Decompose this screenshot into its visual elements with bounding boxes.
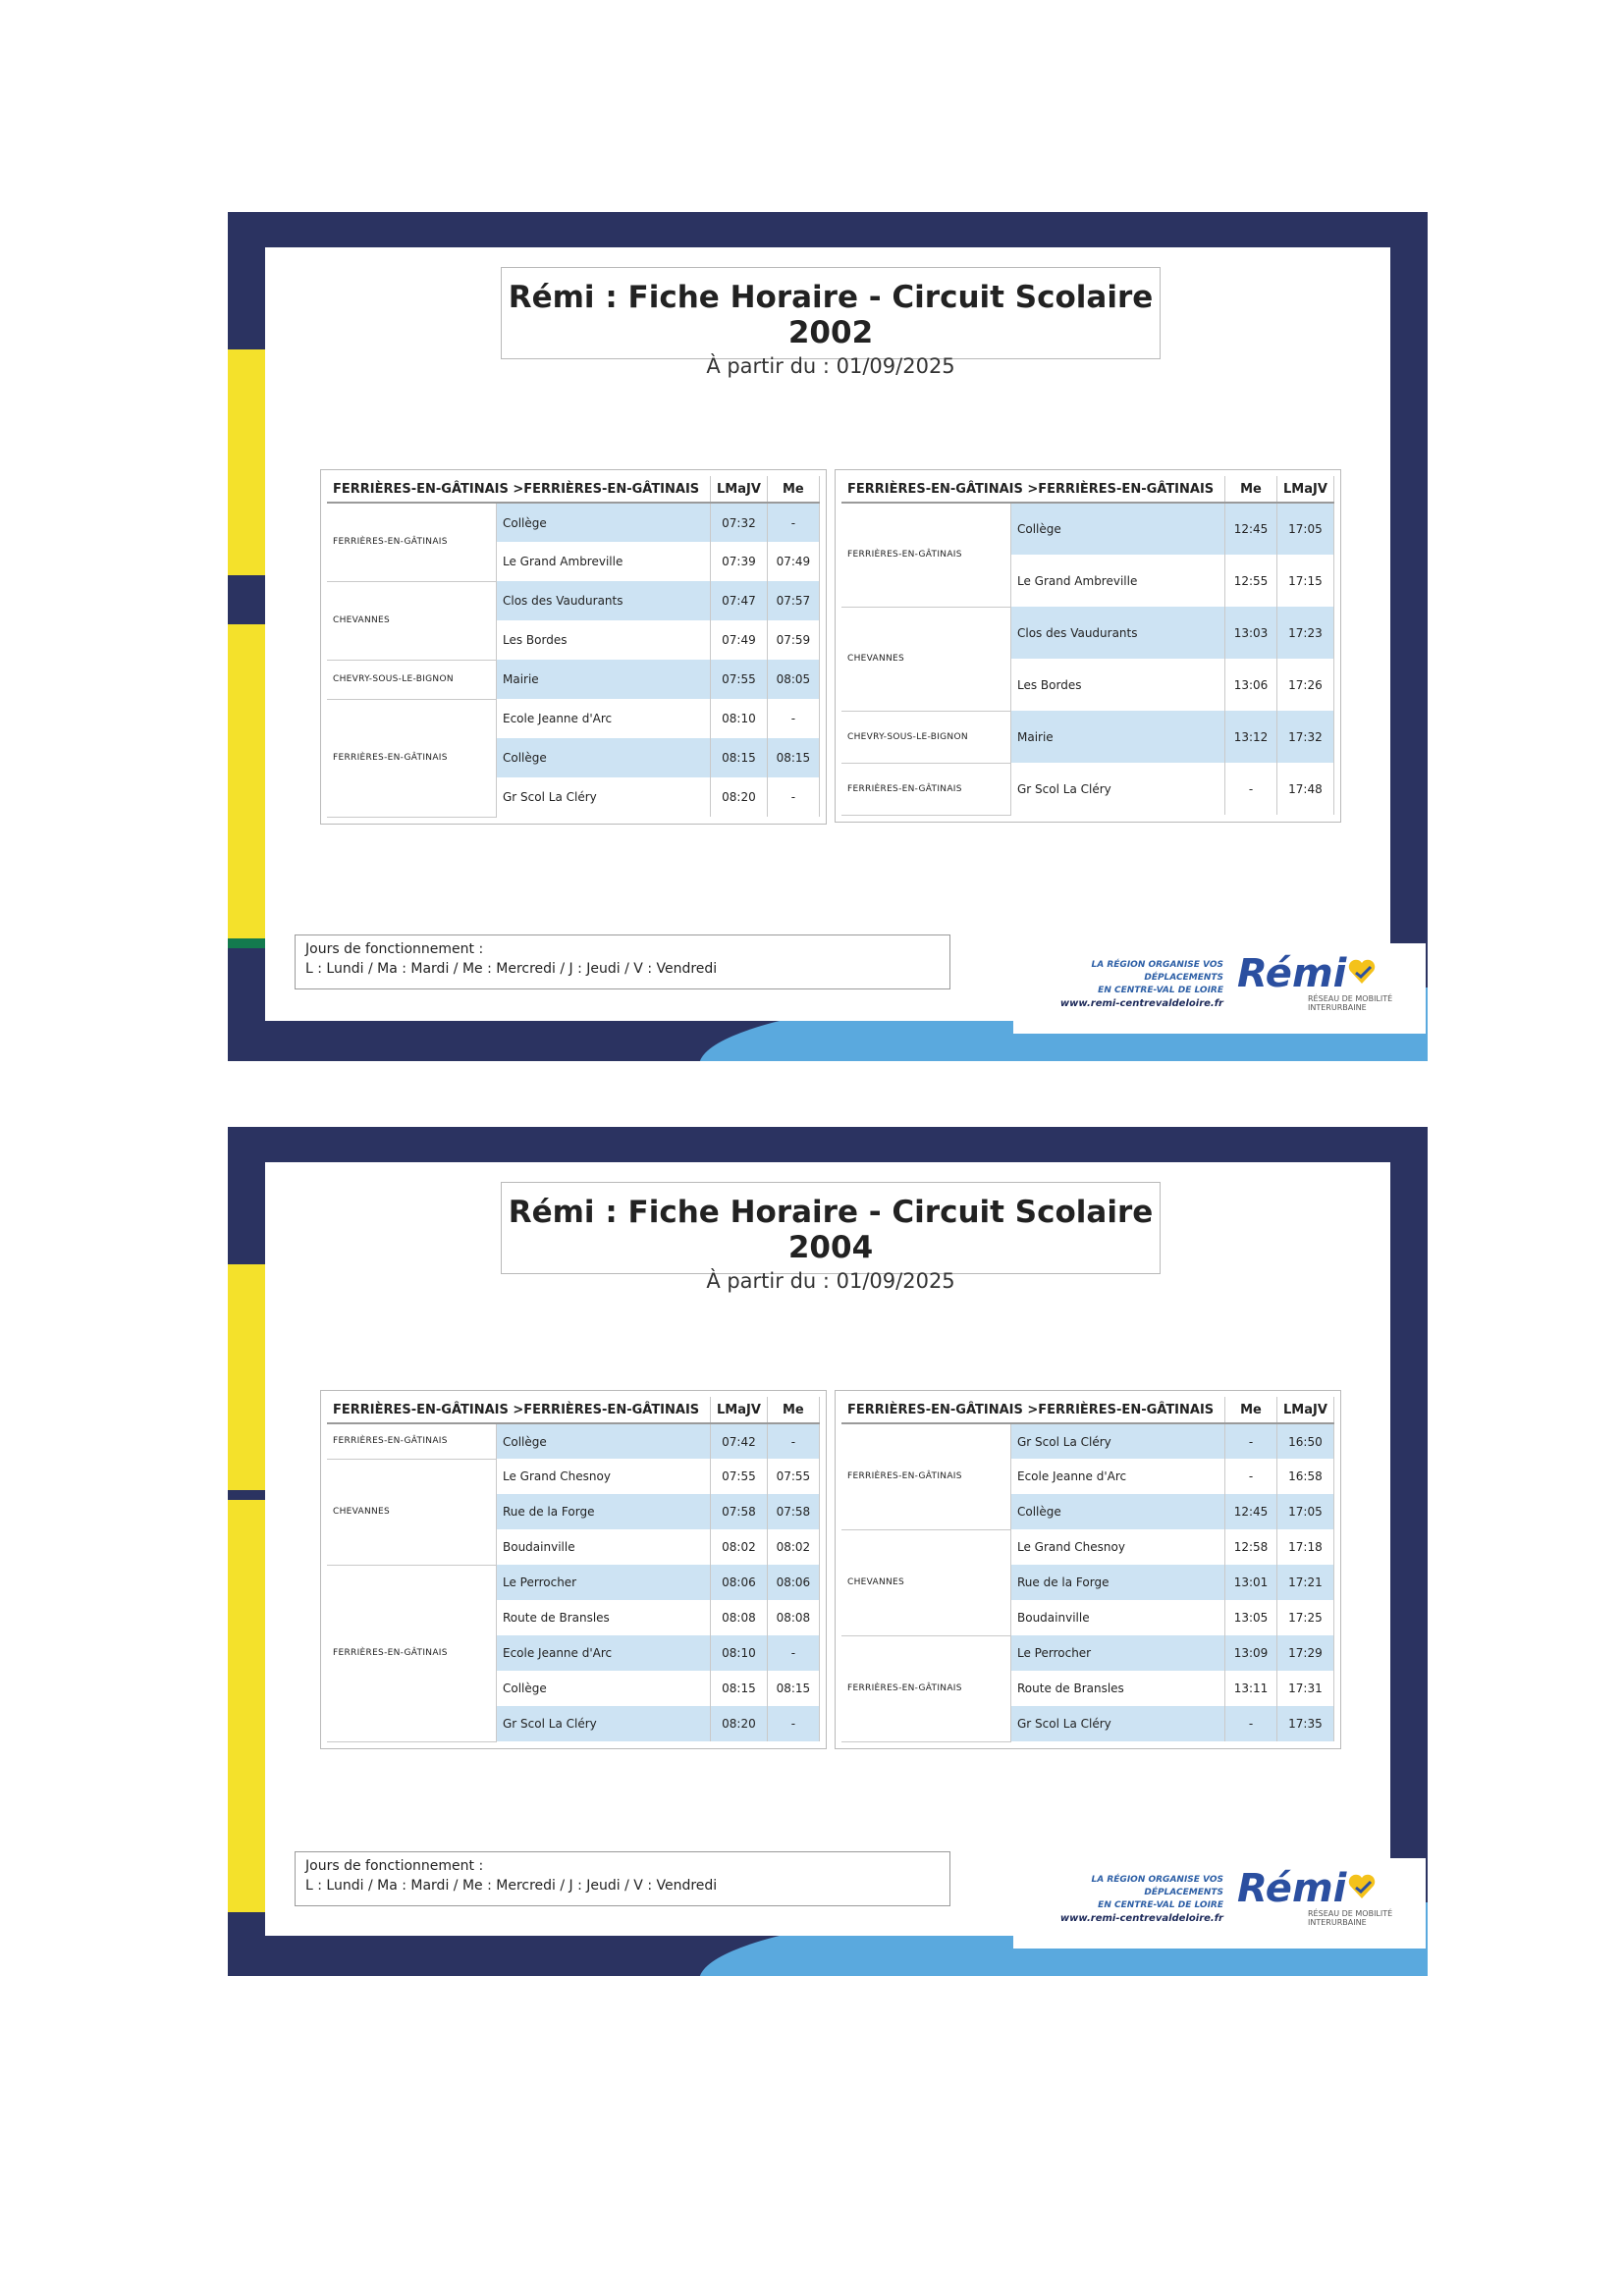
timetable-body (327, 503, 819, 817)
time-cell: 07:58 (767, 1494, 819, 1529)
table-row (327, 660, 819, 699)
timetable-body (841, 503, 1333, 815)
network-label: RÉSEAU DE MOBILITÉ INTERURBAINE (1308, 1909, 1393, 1927)
stop-cell: Le Grand Chesnoy (1011, 1529, 1225, 1565)
timetable-left-wrap (320, 1390, 827, 1749)
sheet-title: Rémi : Fiche Horaire - Circuit Scolaire 2004 (508, 1195, 1154, 1265)
time-cell: 08:05 (767, 660, 819, 699)
col-header: LMaJV (1277, 476, 1334, 503)
city-cell: FERRIÈRES-EN-GÂTINAIS (327, 503, 497, 581)
timetable-left (327, 1397, 820, 1742)
title-box (501, 267, 1161, 378)
city-cell: FERRIÈRES-EN-GÂTINAIS (841, 763, 1011, 815)
time-cell: 17:21 (1277, 1565, 1334, 1600)
time-cell: 17:05 (1277, 1494, 1334, 1529)
stop-cell: Collège (1011, 503, 1225, 555)
time-cell: 07:55 (711, 1459, 768, 1494)
stop-cell: Collège (497, 738, 711, 777)
time-cell: - (1225, 1423, 1277, 1459)
timetable-right-wrap (835, 469, 1341, 823)
city-cell: CHEVRY-SOUS-LE-BIGNON (327, 660, 497, 699)
route-header: FERRIÈRES-EN-GÂTINAIS >FERRIÈRES-EN-GÂTINAIS (841, 1397, 1225, 1423)
table-row (841, 1423, 1333, 1459)
time-cell: 07:58 (711, 1494, 768, 1529)
col-header: Me (767, 1397, 819, 1423)
stop-cell: Les Bordes (1011, 659, 1225, 711)
table-row (327, 1459, 819, 1494)
stop-cell: Le Grand Ambreville (497, 542, 711, 581)
time-cell: 08:06 (711, 1565, 768, 1600)
time-cell: - (1225, 1459, 1277, 1494)
sheet-content (265, 247, 1390, 1021)
time-cell: 07:49 (767, 542, 819, 581)
city-cell: CHEVANNES (327, 1459, 497, 1565)
days-text: L : Lundi / Ma : Mardi / Me : Mercredi / J : Jeudi / V : Vendredi (305, 1878, 718, 1894)
time-cell: 07:55 (711, 660, 768, 699)
heart-logo-icon (1347, 959, 1377, 985)
sheet-subtitle: À partir du : 01/09/2025 (706, 1269, 955, 1293)
time-cell: 07:32 (711, 503, 768, 542)
table-row (841, 763, 1333, 815)
stop-cell: Gr Scol La Cléry (1011, 1706, 1225, 1741)
time-cell: 07:39 (711, 542, 768, 581)
operating-days-box (295, 934, 950, 989)
sheet-subtitle: À partir du : 01/09/2025 (706, 354, 955, 378)
table-row (841, 1635, 1333, 1671)
time-cell: 07:47 (711, 581, 768, 620)
time-cell: - (767, 1706, 819, 1741)
time-cell: 08:15 (767, 738, 819, 777)
stop-cell: Gr Scol La Cléry (497, 777, 711, 817)
time-cell: 08:02 (711, 1529, 768, 1565)
region-slogan (1027, 959, 1223, 1010)
time-cell: 08:20 (711, 777, 768, 817)
title-box (501, 1182, 1161, 1293)
time-cell: 17:31 (1277, 1671, 1334, 1706)
timetable-body (841, 1423, 1333, 1741)
website-link[interactable]: www.remi-centrevaldeloire.fr (1059, 1913, 1223, 1924)
sheet-title: Rémi : Fiche Horaire - Circuit Scolaire 2002 (508, 280, 1154, 350)
decor-yellow-band (228, 1264, 267, 1490)
time-cell: 07:57 (767, 581, 819, 620)
region-slogan (1027, 1874, 1223, 1925)
website-link[interactable]: www.remi-centrevaldeloire.fr (1059, 998, 1223, 1009)
slogan-line-2: EN CENTRE-VAL DE LOIRE (1098, 986, 1223, 995)
time-cell: - (767, 699, 819, 738)
city-cell: CHEVANNES (841, 1529, 1011, 1635)
slogan-line-1: LA RÉGION ORGANISE VOS DÉPLACEMENTS (1091, 960, 1223, 983)
stop-cell: Ecole Jeanne d'Arc (1011, 1459, 1225, 1494)
time-cell: 07:49 (711, 620, 768, 660)
time-cell: - (1225, 763, 1277, 815)
col-header: Me (1225, 1397, 1277, 1423)
col-header: LMaJV (711, 476, 768, 503)
remi-logo-block (1013, 1858, 1426, 1949)
time-cell: 17:25 (1277, 1600, 1334, 1635)
stop-cell: Clos des Vaudurants (1011, 607, 1225, 659)
time-cell: 16:50 (1277, 1423, 1334, 1459)
time-cell: 13:12 (1225, 711, 1277, 763)
city-cell: FERRIÈRES-EN-GÂTINAIS (327, 699, 497, 817)
stop-cell: Mairie (1011, 711, 1225, 763)
time-cell: 13:01 (1225, 1565, 1277, 1600)
time-cell: 17:18 (1277, 1529, 1334, 1565)
timetable-sheet-2002 (228, 212, 1428, 1061)
time-cell: 07:55 (767, 1459, 819, 1494)
time-cell: 13:11 (1225, 1671, 1277, 1706)
route-header: FERRIÈRES-EN-GÂTINAIS >FERRIÈRES-EN-GÂTINAIS (327, 476, 711, 503)
col-header: LMaJV (711, 1397, 768, 1423)
days-title: Jours de fonctionnement : (305, 941, 484, 957)
slogan-line-1: LA RÉGION ORGANISE VOS DÉPLACEMENTS (1091, 1875, 1223, 1897)
col-header: Me (767, 476, 819, 503)
table-row (841, 1529, 1333, 1565)
timetable-left (327, 476, 820, 818)
table-row (841, 503, 1333, 555)
time-cell: - (767, 1423, 819, 1459)
time-cell: 08:15 (711, 1671, 768, 1706)
remi-logo-block (1013, 943, 1426, 1034)
stop-cell: Ecole Jeanne d'Arc (497, 1635, 711, 1671)
table-row (327, 581, 819, 620)
city-cell: FERRIÈRES-EN-GÂTINAIS (841, 1635, 1011, 1741)
time-cell: 08:10 (711, 1635, 768, 1671)
city-cell: FERRIÈRES-EN-GÂTINAIS (841, 503, 1011, 607)
time-cell: 17:26 (1277, 659, 1334, 711)
table-row (327, 699, 819, 738)
time-cell: 08:10 (711, 699, 768, 738)
stop-cell: Gr Scol La Cléry (1011, 1423, 1225, 1459)
sheet-content (265, 1162, 1390, 1936)
time-cell: 16:58 (1277, 1459, 1334, 1494)
col-header: LMaJV (1277, 1397, 1334, 1423)
city-cell: CHEVANNES (327, 581, 497, 660)
time-cell: 13:09 (1225, 1635, 1277, 1671)
timetable-right-wrap (835, 1390, 1341, 1749)
time-cell: - (767, 503, 819, 542)
table-row (841, 607, 1333, 659)
time-cell: 17:48 (1277, 763, 1334, 815)
table-row (841, 711, 1333, 763)
decor-yellow-band (228, 349, 267, 575)
time-cell: 08:08 (711, 1600, 768, 1635)
stop-cell: Gr Scol La Cléry (1011, 763, 1225, 815)
stop-cell: Gr Scol La Cléry (497, 1706, 711, 1741)
time-cell: 12:45 (1225, 1494, 1277, 1529)
time-cell: 17:23 (1277, 607, 1334, 659)
days-text: L : Lundi / Ma : Mardi / Me : Mercredi / J : Jeudi / V : Vendredi (305, 961, 718, 977)
remi-brand: Rémi (1237, 1866, 1347, 1911)
table-row (327, 503, 819, 542)
timetable-right (841, 1397, 1334, 1742)
time-cell: 17:32 (1277, 711, 1334, 763)
route-header: FERRIÈRES-EN-GÂTINAIS >FERRIÈRES-EN-GÂTINAIS (327, 1397, 711, 1423)
days-title: Jours de fonctionnement : (305, 1858, 484, 1874)
time-cell: 17:29 (1277, 1635, 1334, 1671)
city-cell: FERRIÈRES-EN-GÂTINAIS (327, 1565, 497, 1741)
time-cell: 08:15 (711, 738, 768, 777)
city-cell: FERRIÈRES-EN-GÂTINAIS (327, 1423, 497, 1459)
heart-logo-icon (1347, 1874, 1377, 1899)
col-header: Me (1225, 476, 1277, 503)
stop-cell: Collège (497, 1423, 711, 1459)
time-cell: 08:15 (767, 1671, 819, 1706)
time-cell: 07:59 (767, 620, 819, 660)
timetable-sheet-2004 (228, 1127, 1428, 1976)
stop-cell: Collège (497, 1671, 711, 1706)
timetable-body (327, 1423, 819, 1741)
remi-brand: Rémi (1237, 951, 1347, 996)
decor-yellow-band-right (228, 624, 267, 938)
time-cell: 08:02 (767, 1529, 819, 1565)
stop-cell: Clos des Vaudurants (497, 581, 711, 620)
time-cell: 12:55 (1225, 555, 1277, 607)
time-cell: 12:58 (1225, 1529, 1277, 1565)
stop-cell: Mairie (497, 660, 711, 699)
route-header: FERRIÈRES-EN-GÂTINAIS >FERRIÈRES-EN-GÂTINAIS (841, 476, 1225, 503)
city-cell: CHEVANNES (841, 607, 1011, 711)
stop-cell: Le Grand Ambreville (1011, 555, 1225, 607)
stop-cell: Boudainville (1011, 1600, 1225, 1635)
time-cell: - (767, 1635, 819, 1671)
time-cell: 13:03 (1225, 607, 1277, 659)
slogan-line-2: EN CENTRE-VAL DE LOIRE (1098, 1900, 1223, 1910)
stop-cell: Rue de la Forge (1011, 1565, 1225, 1600)
decor-yellow-band-right (228, 1500, 267, 1912)
time-cell: 13:05 (1225, 1600, 1277, 1635)
time-cell: 07:42 (711, 1423, 768, 1459)
time-cell: 17:15 (1277, 555, 1334, 607)
time-cell: 12:45 (1225, 503, 1277, 555)
stop-cell: Le Perrocher (1011, 1635, 1225, 1671)
stop-cell: Route de Bransles (497, 1600, 711, 1635)
time-cell: 13:06 (1225, 659, 1277, 711)
time-cell: - (1225, 1706, 1277, 1741)
time-cell: 08:20 (711, 1706, 768, 1741)
stop-cell: Le Perrocher (497, 1565, 711, 1600)
stop-cell: Collège (1011, 1494, 1225, 1529)
timetable-right (841, 476, 1334, 816)
table-row (327, 1423, 819, 1459)
stop-cell: Route de Bransles (1011, 1671, 1225, 1706)
stop-cell: Boudainville (497, 1529, 711, 1565)
city-cell: FERRIÈRES-EN-GÂTINAIS (841, 1423, 1011, 1529)
table-row (327, 1565, 819, 1600)
stop-cell: Collège (497, 503, 711, 542)
city-cell: CHEVRY-SOUS-LE-BIGNON (841, 711, 1011, 763)
time-cell: 08:06 (767, 1565, 819, 1600)
stop-cell: Ecole Jeanne d'Arc (497, 699, 711, 738)
time-cell: - (767, 777, 819, 817)
operating-days-box (295, 1851, 950, 1906)
time-cell: 08:08 (767, 1600, 819, 1635)
stop-cell: Rue de la Forge (497, 1494, 711, 1529)
timetable-left-wrap (320, 469, 827, 825)
time-cell: 17:35 (1277, 1706, 1334, 1741)
stop-cell: Le Grand Chesnoy (497, 1459, 711, 1494)
time-cell: 17:05 (1277, 503, 1334, 555)
network-label: RÉSEAU DE MOBILITÉ INTERURBAINE (1308, 994, 1393, 1012)
stop-cell: Les Bordes (497, 620, 711, 660)
